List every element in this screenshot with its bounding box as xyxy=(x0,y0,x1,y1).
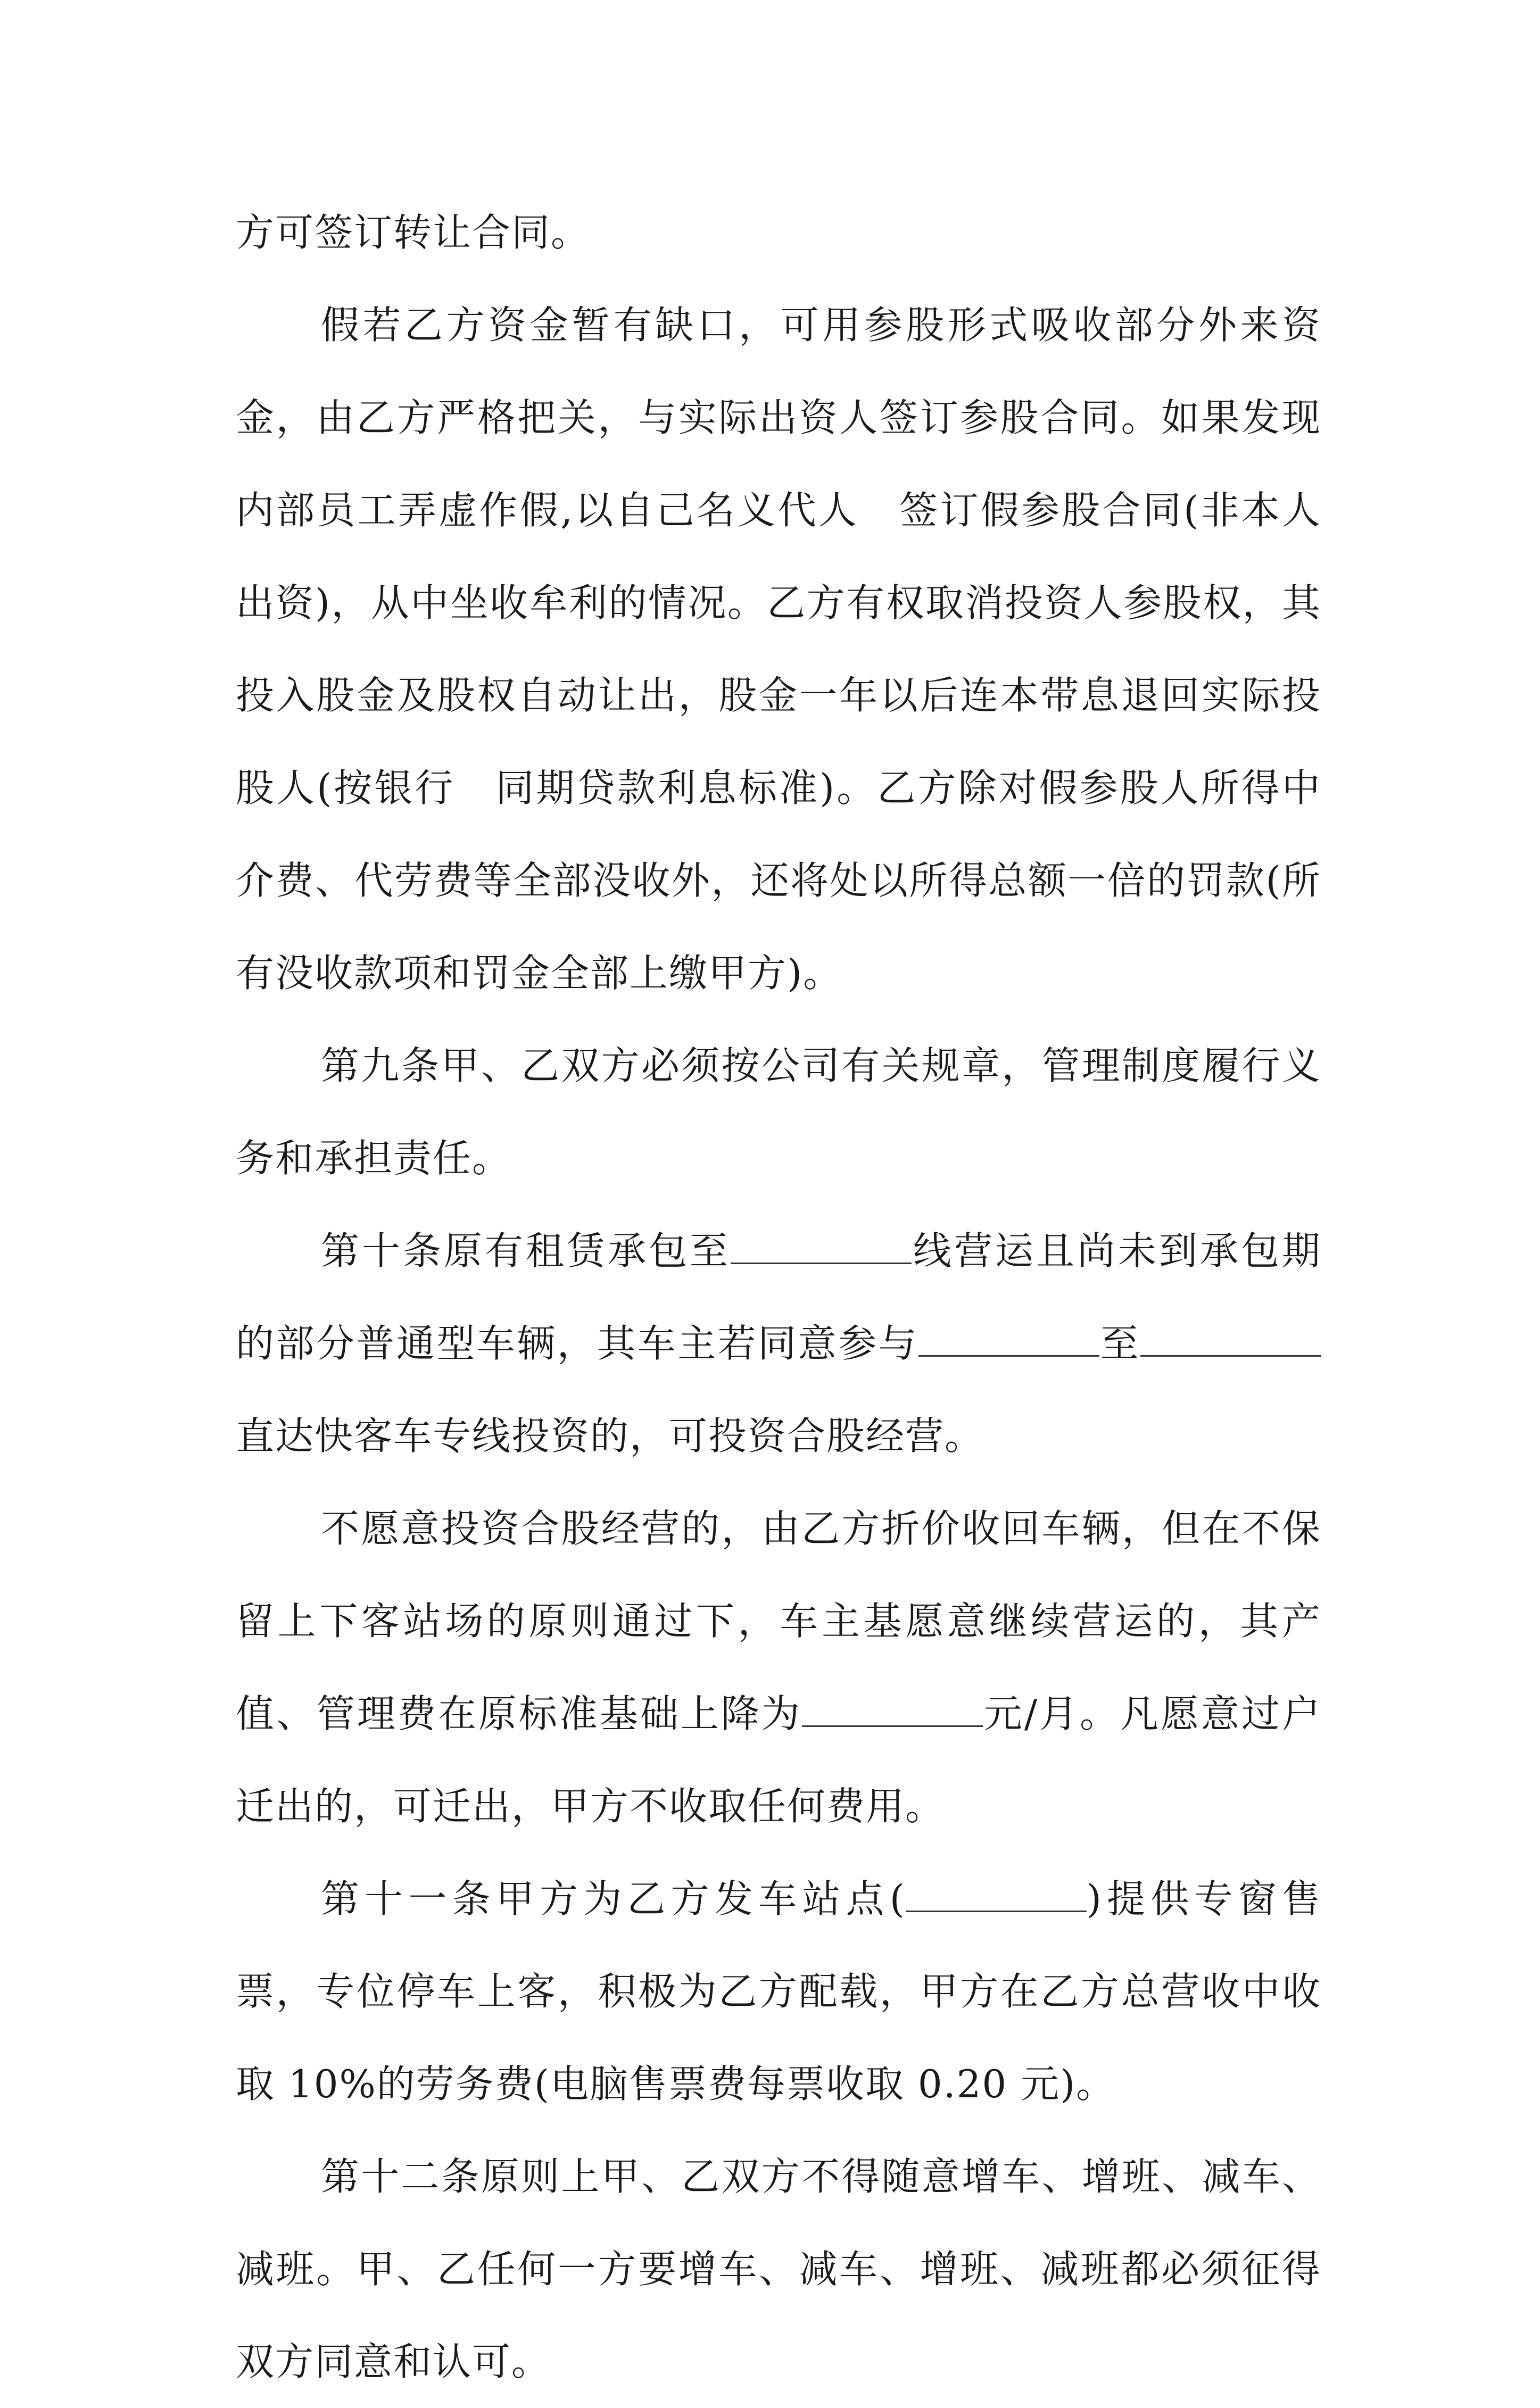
paragraph-article-12 xyxy=(236,2130,1321,2408)
paragraph-investment-shortfall xyxy=(236,279,1321,1019)
paragraph-text: )提供专窗售票，专位停车上客，积极为乙方配载，甲方在乙方总营收中收取 10%的劳务费(电脑售票费每票收取 0.20 元)。 xyxy=(236,1876,1321,2106)
fill-in-blank xyxy=(1140,1323,1321,1357)
paragraph-text: 元/月。凡愿意过户迁出的，可迁出，甲方不收取任何费用。 xyxy=(236,1691,1321,1829)
paragraph-text: 至 xyxy=(1099,1321,1140,1366)
paragraph-article-10 xyxy=(236,1205,1321,1482)
paragraph-continuation xyxy=(236,186,1321,279)
fill-in-blank xyxy=(906,1879,1087,1912)
paragraph-unwilling-investors xyxy=(236,1482,1321,1853)
paragraph-text: 第十条原有租赁承包至 xyxy=(321,1228,731,1273)
paragraph-text: 直达快客车专线投资的，可投资合股经营。 xyxy=(236,1414,984,1458)
paragraph-text: 第九条甲、乙双方必须按公司有关规章，管理制度履行义务和承担责任。 xyxy=(236,1043,1321,1181)
paragraph-text: 不愿意投资合股经营的，由乙方折价收回车辆，但在不保留上下客站场的原则通过下，车主基愿意继续营运的，其产值、管理费在原标准基础上降为 xyxy=(236,1506,1321,1736)
fill-in-blank xyxy=(802,1693,983,1727)
paragraph-text: 线营运且尚未到承包期的部分普通型车辆，其车主若同意参与 xyxy=(236,1228,1321,1366)
paragraph-text: 第十二条原则上甲、乙双方不得随意增车、增班、减车、减班。甲、乙任何一方要增车、减车、增班、减班都必须征得双方同意和认可。 xyxy=(236,2154,1321,2384)
paragraph-article-11 xyxy=(236,1853,1321,2130)
document-body xyxy=(236,186,1321,2408)
paragraph-article-9 xyxy=(236,1019,1321,1205)
paragraph-text: 方可签订转让合同。 xyxy=(236,210,591,255)
paragraph-text: 假若乙方资金暂有缺口，可用参股形式吸收部分外来资金，由乙方严格把关，与实际出资人签订参股合同。如果发现内部员工弄虚作假,以自己名义代人 签订假参股合同(非本人出资)，从中坐收牟利的情况。乙方有权取消投资人参股权，其投入股金及股权自动让出，股金一年以后连本带息退回实际投股人(按银行 同期贷款利息标准)。乙方除对假参股人所得中介费、代劳费等全部没收外，还将处以所得总额一倍的罚款(所有没收款项和罚金全部上缴甲方)。 xyxy=(236,303,1321,995)
fill-in-blank xyxy=(731,1231,912,1264)
fill-in-blank xyxy=(918,1323,1099,1357)
paragraph-text: 第十一条甲方为乙方发车站点( xyxy=(321,1876,906,1921)
